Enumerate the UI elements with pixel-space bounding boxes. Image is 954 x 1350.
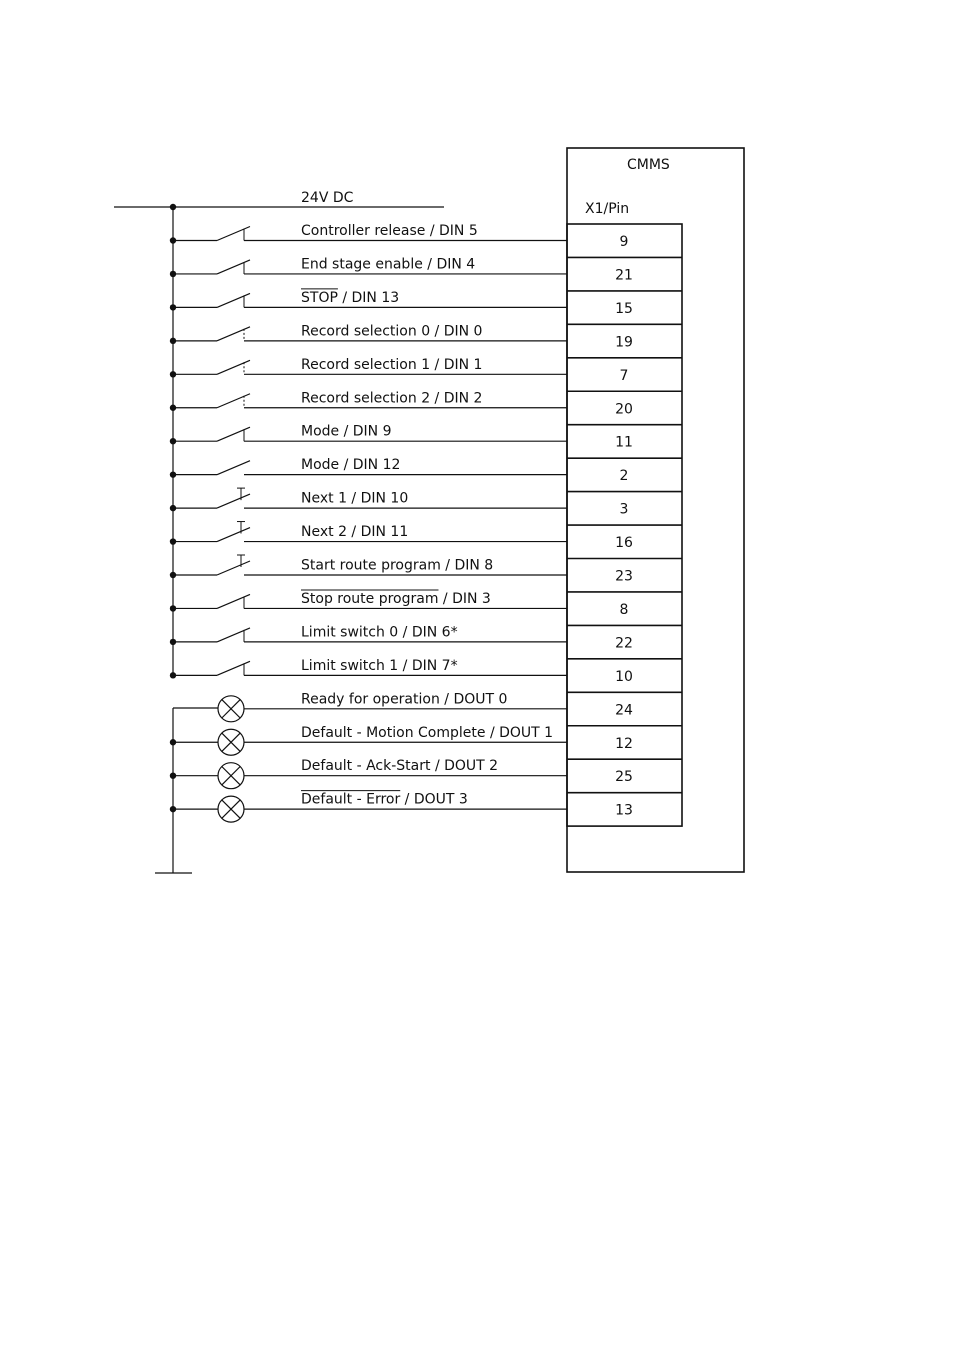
input-row bbox=[170, 457, 567, 478]
switch-blade bbox=[217, 528, 250, 542]
pin-number: 9 bbox=[619, 234, 629, 250]
input-label: Next 1 / DIN 10 bbox=[301, 490, 409, 507]
input-label: Limit switch 1 / DIN 7* bbox=[301, 657, 458, 674]
input-row bbox=[170, 256, 567, 277]
pin-number: 23 bbox=[615, 568, 633, 585]
input-label: Record selection 1 / DIN 1 bbox=[301, 356, 483, 373]
switch-blade bbox=[217, 661, 250, 675]
output-row bbox=[218, 691, 567, 722]
switch-blade bbox=[217, 227, 250, 241]
pin-number: 24 bbox=[615, 702, 633, 719]
signal-rows bbox=[170, 223, 567, 822]
input-label: Record selection 0 / DIN 0 bbox=[301, 323, 483, 340]
input-row bbox=[170, 390, 567, 411]
switch-blade bbox=[217, 293, 250, 307]
pin-number: 16 bbox=[615, 535, 633, 552]
input-label: Stop route program / DIN 3 bbox=[301, 590, 491, 607]
output-label: Default - Motion Complete / DOUT 1 bbox=[301, 724, 554, 741]
output-row bbox=[170, 758, 567, 789]
input-label: Mode / DIN 9 bbox=[301, 423, 392, 440]
output-label: Default - Ack-Start / DOUT 2 bbox=[301, 758, 499, 775]
connector-label: X1/Pin bbox=[585, 201, 630, 217]
input-label: Mode / DIN 12 bbox=[301, 457, 401, 474]
switch-blade bbox=[217, 628, 250, 642]
input-label: End stage enable / DIN 4 bbox=[301, 256, 476, 273]
pin-number: 8 bbox=[619, 601, 629, 618]
input-row bbox=[170, 323, 567, 344]
input-row bbox=[170, 424, 567, 445]
pin-number: 20 bbox=[615, 401, 633, 418]
input-label: STOP / DIN 13 bbox=[301, 289, 400, 306]
input-label: Start route program / DIN 8 bbox=[301, 557, 494, 574]
input-label: Limit switch 0 / DIN 6* bbox=[301, 624, 458, 641]
pin-table bbox=[567, 224, 682, 826]
input-row bbox=[170, 522, 567, 545]
switch-blade bbox=[217, 327, 250, 341]
switch-blade bbox=[217, 561, 250, 575]
output-row bbox=[170, 791, 567, 823]
input-row bbox=[170, 590, 567, 612]
pin-number: 2 bbox=[619, 468, 629, 485]
pin-number: 13 bbox=[615, 802, 633, 819]
pin-number: 25 bbox=[615, 769, 633, 786]
pin-number: 12 bbox=[615, 735, 633, 752]
input-row bbox=[170, 357, 567, 378]
device-name: CMMS bbox=[627, 157, 670, 173]
pin-number: 11 bbox=[615, 434, 633, 451]
input-label: Controller release / DIN 5 bbox=[301, 223, 478, 239]
switch-blade bbox=[217, 494, 250, 508]
switch-blade bbox=[217, 461, 250, 475]
pin-number: 15 bbox=[615, 300, 633, 317]
input-row bbox=[170, 555, 567, 578]
output-row bbox=[170, 725, 567, 756]
output-label: Ready for operation / DOUT 0 bbox=[301, 691, 508, 708]
input-label: Next 2 / DIN 11 bbox=[301, 524, 409, 541]
input-row bbox=[170, 658, 567, 679]
pin-number: 19 bbox=[615, 334, 633, 351]
pin-number: 3 bbox=[619, 501, 629, 518]
output-label: Default - Error / DOUT 3 bbox=[301, 791, 468, 808]
switch-blade bbox=[217, 360, 250, 374]
pin-number: 22 bbox=[615, 635, 633, 652]
pin-number: 21 bbox=[615, 267, 633, 284]
input-row bbox=[170, 624, 567, 645]
device-box bbox=[567, 148, 744, 872]
switch-blade bbox=[217, 260, 250, 274]
input-row bbox=[170, 289, 567, 311]
supply-label: 24V DC bbox=[301, 190, 354, 206]
switch-blade bbox=[217, 594, 250, 608]
switch-blade bbox=[217, 394, 250, 408]
input-row bbox=[170, 223, 567, 244]
input-row bbox=[170, 488, 567, 511]
switch-blade bbox=[217, 427, 250, 441]
pin-number: 7 bbox=[619, 367, 629, 384]
input-label: Record selection 2 / DIN 2 bbox=[301, 390, 483, 407]
pin-number: 10 bbox=[615, 668, 633, 685]
